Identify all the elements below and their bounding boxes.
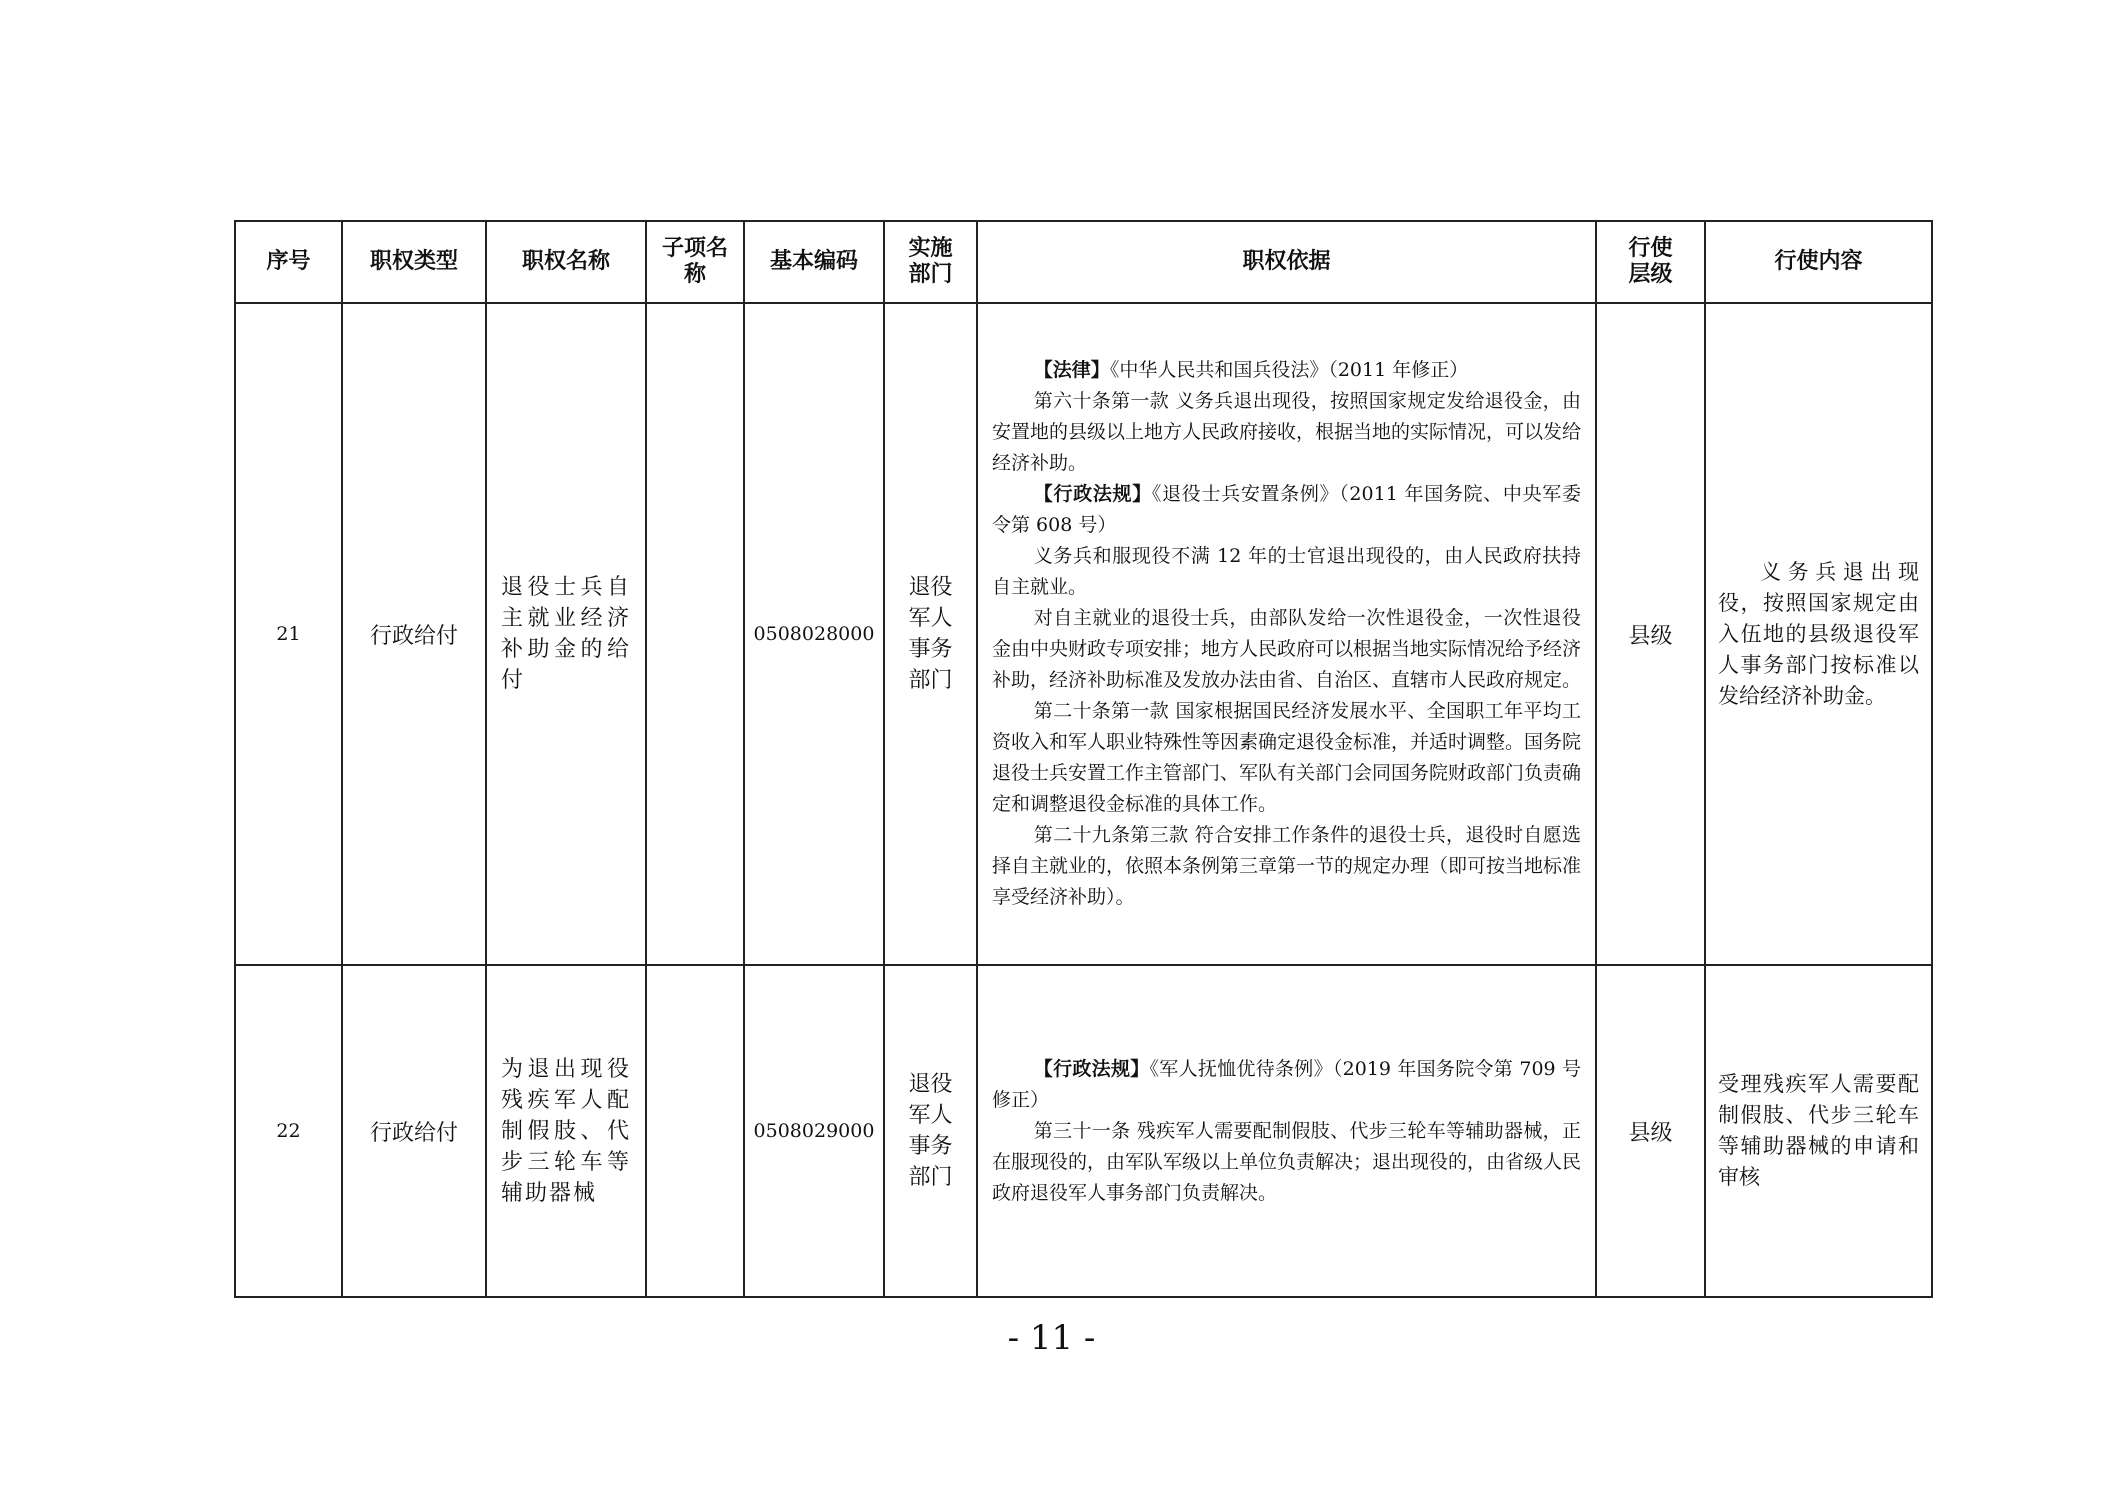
basis-paragraph xyxy=(992,355,1581,386)
header-content: 行使内容 xyxy=(1705,221,1932,303)
header-type: 职权类型 xyxy=(342,221,486,303)
basis-text: 《军人抚恤优待条例》（2019 年国务院令第 709 号修正） xyxy=(992,1057,1581,1111)
header-seq: 序号 xyxy=(235,221,342,303)
table-row xyxy=(235,303,1932,965)
header-dept-text: 实施部门 xyxy=(908,236,953,287)
cell-subitem xyxy=(646,965,744,1297)
header-level-text: 行使层级 xyxy=(1628,236,1673,287)
header-name: 职权名称 xyxy=(486,221,646,303)
cell-seq: 22 xyxy=(235,965,342,1297)
basis-label: 【行政法规】 xyxy=(1033,1057,1150,1080)
cell-content xyxy=(1705,965,1932,1297)
content-text: 受理残疾军人需要配制假肢、代步三轮车等辅助器械的申请和审核 xyxy=(1718,1072,1919,1189)
table-header-row xyxy=(235,221,1932,303)
header-subitem-text: 子项名称 xyxy=(661,236,728,287)
basis-text: 《退役士兵安置条例》（2011 年国务院、中央军委令第 608 号） xyxy=(992,483,1581,536)
header-dept xyxy=(884,221,977,303)
basis-text: 《中华人民共和国兵役法》（2011 年修正） xyxy=(1109,359,1469,381)
cell-dept: 退役军人事务部门 xyxy=(884,965,977,1297)
cell-seq: 21 xyxy=(235,303,342,965)
cell-code: 0508029000 xyxy=(744,965,884,1297)
cell-type: 行政给付 xyxy=(342,303,486,965)
basis-paragraph xyxy=(992,479,1581,541)
basis-label: 【法律】 xyxy=(1033,359,1110,381)
header-level xyxy=(1596,221,1705,303)
page-number: - 11 - xyxy=(1007,1318,1096,1358)
basis-paragraph: 第三十一条 残疾军人需要配制假肢、代步三轮车等辅助器械，正在服现役的，由军队军级以上单位负责解决；退出现役的，由省级人民政府退役军人事务部门负责解决。 xyxy=(992,1119,1582,1204)
cell-name: 为退出现役残疾军人配制假肢、代步三轮车等辅助器械 xyxy=(486,965,646,1297)
basis-paragraph: 第二十九条第三款 符合安排工作条件的退役士兵，退役时自愿选择自主就业的，依照本条例第三章第一节的规定办理（即可按当地标准享受经济补助）。 xyxy=(992,824,1582,908)
basis-paragraph xyxy=(992,1054,1581,1116)
header-subitem xyxy=(646,221,744,303)
cell-level: 县级 xyxy=(1596,303,1705,965)
cell-name: 退役士兵自主就业经济补助金的给付 xyxy=(486,303,646,965)
header-code: 基本编码 xyxy=(744,221,884,303)
cell-code: 0508028000 xyxy=(744,303,884,965)
cell-dept: 退役军人事务部门 xyxy=(884,303,977,965)
content-text: 义务兵退出现役，按照国家规定由入伍地的县级退役军人事务部门按标准以发给经济补助金。 xyxy=(1718,559,1919,708)
basis-paragraph: 义务兵和服现役不满 12 年的士官退出现役的，由人民政府扶持自主就业。 xyxy=(992,545,1581,598)
cell-basis xyxy=(977,303,1596,965)
cell-content xyxy=(1705,303,1932,965)
header-basis: 职权依据 xyxy=(977,221,1596,303)
cell-basis xyxy=(977,965,1596,1297)
authority-table xyxy=(234,220,1933,1298)
cell-subitem xyxy=(646,303,744,965)
cell-level: 县级 xyxy=(1596,965,1705,1297)
cell-type: 行政给付 xyxy=(342,965,486,1297)
table-row xyxy=(235,965,1932,1297)
basis-paragraph: 第二十条第一款 国家根据国民经济发展水平、全国职工年平均工资收入和军人职业特殊性等因素确定退役金标准，并适时调整。国务院退役士兵安置工作主管部门、军队有关部门会同国务院财政部门负责确定和调整退役金标准的具体工作。 xyxy=(992,700,1582,815)
basis-paragraph: 对自主就业的退役士兵，由部队发给一次性退役金，一次性退役金由中央财政专项安排；地方人民政府可以根据当地实际情况给予经济补助，经济补助标准及发放办法由省、自治区、直辖市人民政府规定。 xyxy=(992,607,1582,691)
basis-paragraph: 第六十条第一款 义务兵退出现役，按照国家规定发给退役金，由安置地的县级以上地方人民政府接收，根据当地的实际情况，可以发给经济补助。 xyxy=(992,390,1582,474)
basis-label: 【行政法规】 xyxy=(1033,483,1152,505)
